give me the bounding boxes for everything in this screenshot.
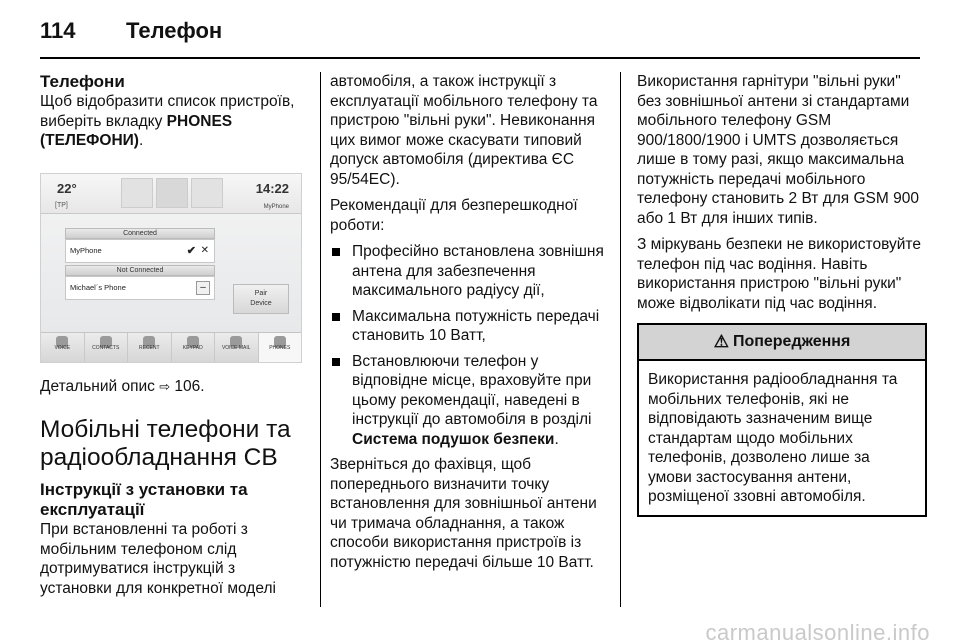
col3-paragraph-1: Використання гарнітури "вільні руки" без зовнішньої антени зі стандартами мобільного телефону GSM 900/1800/1900 і UMTS дозволяється лише в тому разі, якщо максимальна потужність передачі мобільного телефону становить 2 Вт для GSM 900 або 1 Вт для інших типів.: [637, 73, 919, 227]
bullet-square-icon: [332, 313, 340, 321]
contacts-button: CONTACTS: [85, 333, 129, 362]
section-title-phones: Телефони: [40, 72, 125, 91]
close-icon: ✕: [200, 244, 209, 256]
bullet-square-icon: [332, 248, 340, 256]
voice-button: VOICE: [41, 333, 85, 362]
header-rule: [40, 57, 920, 59]
music-tab-icon: [121, 178, 153, 208]
section-heading-mobile-cb: Мобільні телефони та радіообладнання CB: [40, 416, 291, 471]
column-divider-1: [320, 72, 321, 607]
list-item: Максимальна потужність передачі становить 10 Ватт,: [330, 307, 613, 346]
screen-time: 14:22: [255, 180, 289, 196]
pair-device-button: Pair Device: [233, 284, 289, 314]
watermark: carmanualsonline.info: [705, 620, 930, 642]
warning-triangle-icon: ⚠: [713, 332, 729, 352]
info-tab-icon: [191, 178, 223, 208]
phones-button: PHONES: [259, 333, 302, 362]
chapter-title: Телефон: [126, 18, 223, 43]
phones-tab-reference: PHONES (ТЕЛЕФОНИ): [40, 112, 233, 149]
device-row-michael: Michael´s Phone –: [65, 276, 215, 300]
col2-paragraph-3: Зверніться до фахівця, щоб попереднього визначити точку встановлення для зовнішньої антени чи тримача обладнання, а також способи використання пристроїв із потужністю передачі більше 10 Ватт.: [330, 456, 597, 571]
recommendation-list: [330, 242, 613, 449]
screen-status: MyPhone: [263, 203, 289, 210]
phone-screen-image: [40, 173, 302, 363]
column-2: [330, 72, 613, 579]
arrow-right-icon: ⇨: [159, 378, 171, 394]
minus-icon: –: [196, 281, 210, 295]
column-3: [637, 72, 927, 517]
not-connected-band: Not Connected: [65, 265, 215, 276]
voice-mail-button: VOICE MAIL: [215, 333, 259, 362]
warning-header: [639, 325, 925, 361]
screen-tp: [TP]: [55, 201, 68, 209]
device-list: [65, 228, 215, 302]
warning-body: Використання радіообладнання та мобільних телефонів, які не відповідають зазначеним вище стандартам щодо мобільних телефонів, дозволено лише за умови застосування антени, розміщеної ззовні автомобіля.: [648, 371, 898, 505]
column-1: [40, 72, 305, 605]
screen-top-bar: [41, 174, 301, 214]
check-icon: ✔: [186, 244, 196, 257]
col1-paragraph: При встановленні та роботі з мобільним телефоном слід дотримуватися інструкцій з установки для конкретної моделі: [40, 521, 276, 597]
phone-tab-icon: [156, 178, 188, 208]
warning-box: [637, 323, 927, 517]
intro-paragraph: Щоб відобразити список пристроїв, виберіть вкладку PHONES (ТЕЛЕФОНИ).: [40, 93, 295, 149]
col3-paragraph-2: З міркувань безпеки не використовуйте телефон під час водіння. Навіть використання пристрою "вільні руки" може відволікати під час водіння.: [637, 236, 921, 312]
page-number: 114: [40, 18, 76, 43]
subheading-instructions: Інструкції з установки та експлуатації: [40, 480, 248, 519]
warning-title: Попередження: [732, 333, 851, 351]
detail-reference: Детальний опис ⇨ 106.: [40, 377, 205, 395]
keypad-button: KEYPAD: [172, 333, 216, 362]
list-item: Встановлюючи телефон у відповідне місце, враховуйте при цьому рекомендації, наведені в інструкції до автомобіля в розділі Система подушок безпеки.: [330, 352, 613, 450]
device-row-myphone: MyPhone ✔ ✕: [65, 239, 215, 263]
bullet-square-icon: [332, 358, 340, 366]
screen-bottom-bar: [41, 332, 301, 362]
page-header: [40, 18, 920, 48]
screen-temperature: 22°: [57, 180, 77, 196]
airbag-section-reference: Система подушок безпеки: [352, 430, 555, 448]
col2-paragraph-1: автомобіля, а також інструкції з експлуатації мобільного телефону та пристрою "вільні руки". Невиконання цих вимог може скасувати типовий допуск автомобіля (директива ЄС 95/54EC).: [330, 73, 598, 188]
recent-button: RECENT: [128, 333, 172, 362]
column-divider-2: [620, 72, 621, 607]
col2-paragraph-2: Рекомендації для безперешкодної роботи:: [330, 197, 578, 234]
list-item: Професійно встановлена зовнішня антена для забезпечення максимального радіусу дії,: [330, 242, 613, 301]
connected-band: Connected: [65, 228, 215, 239]
